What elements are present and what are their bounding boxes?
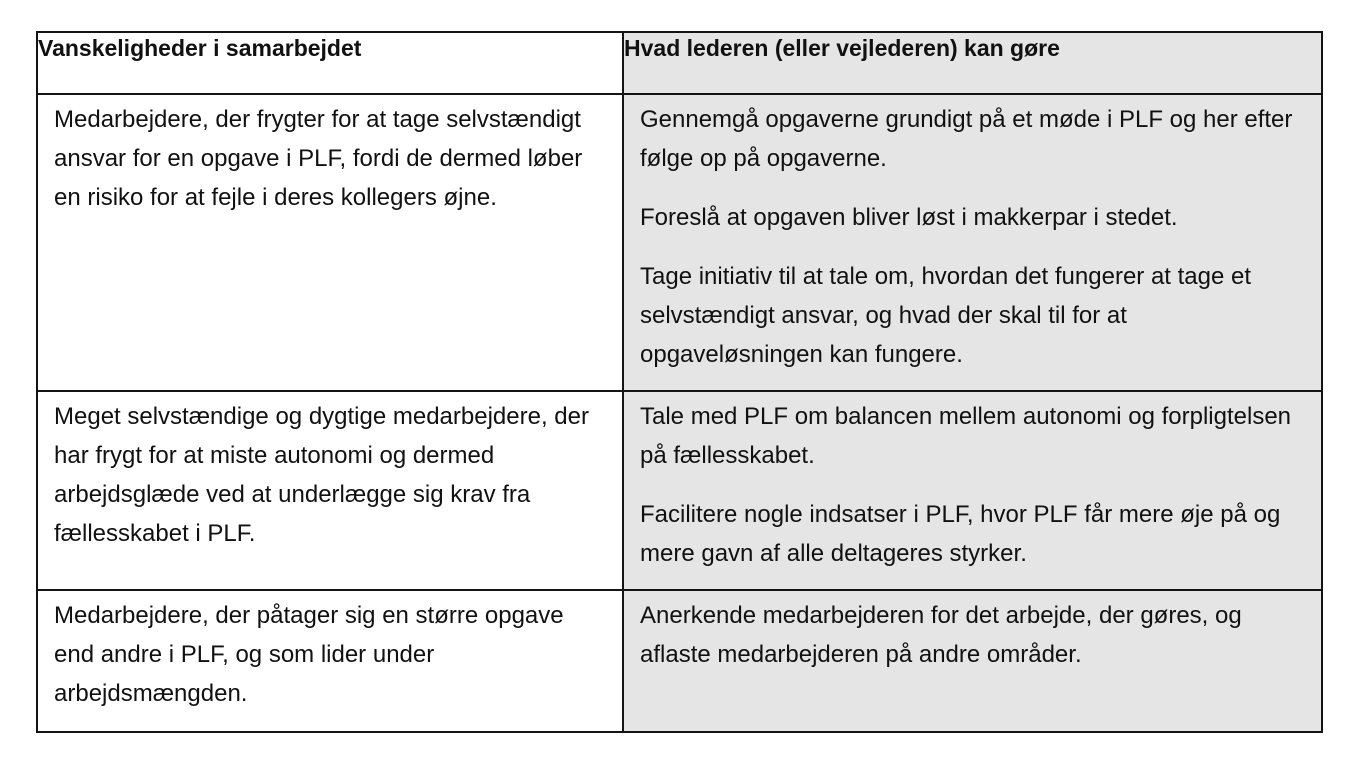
action-text: Tage initiativ til at tale om, hvordan det fungerer at tage et selvstændigt ansvar, og hvad der skal til for at opgaveløsningen kan fungere.	[640, 263, 1252, 368]
difficulty-cell	[37, 391, 623, 590]
table-header-row	[37, 32, 1322, 94]
action-text: Gennemgå opgaverne grundigt på et møde i PLF og her efter følge op på opgaverne.	[640, 106, 1293, 172]
action-text: Foreslå at opgaven bliver løst i makkerpar i stedet.	[640, 204, 1178, 231]
action-text: Facilitere nogle indsatser i PLF, hvor PLF får mere øje på og mere gavn af alle deltageres styrker.	[640, 501, 1281, 567]
table-row	[37, 590, 1322, 732]
difficulties-table	[36, 31, 1323, 733]
actions-cell	[623, 590, 1322, 732]
header-difficulties: Vanskeligheder i samarbejdet	[37, 32, 623, 94]
difficulty-text: Medarbejdere, der påtager sig en større opgave end andre i PLF, og som lider under arbejdsmængden.	[54, 602, 564, 707]
actions-cell	[623, 94, 1322, 391]
action-text: Anerkende medarbejderen for det arbejde, der gøres, og aflaste medarbejderen på andre områder.	[640, 602, 1242, 668]
difficulty-cell	[37, 94, 623, 391]
action-text: Tale med PLF om balancen mellem autonomi og forpligtelsen på fællesskabet.	[640, 403, 1292, 469]
difficulty-text: Meget selvstændige og dygtige medarbejdere, der har frygt for at miste autonomi og dermed arbejdsglæde ved at underlægge sig krav fra fællesskabet i PLF.	[54, 403, 589, 547]
actions-cell	[623, 391, 1322, 590]
header-leader-actions: Hvad lederen (eller vejlederen) kan gøre	[623, 32, 1322, 94]
difficulty-text: Medarbejdere, der frygter for at tage selvstændigt ansvar for en opgave i PLF, fordi de dermed løber en risiko for at fejle i deres kollegers øjne.	[54, 106, 583, 211]
table-row	[37, 94, 1322, 391]
difficulty-cell	[37, 590, 623, 732]
table-row	[37, 391, 1322, 590]
